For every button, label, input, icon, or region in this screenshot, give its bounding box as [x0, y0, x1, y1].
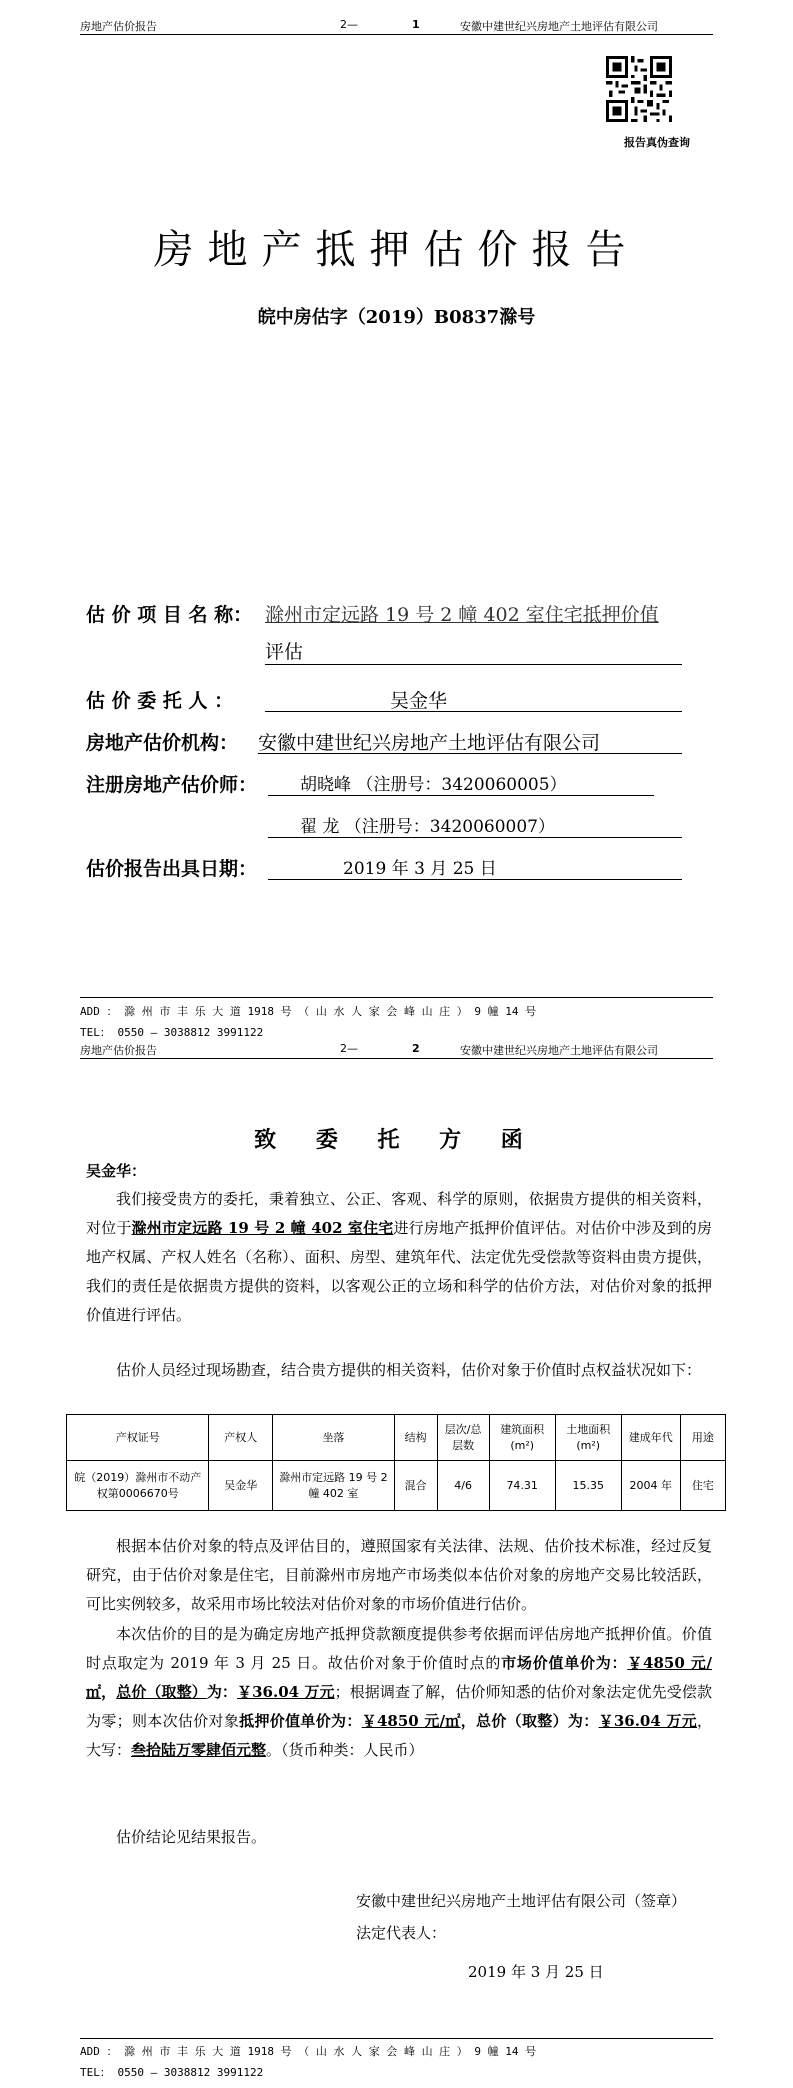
date-label: 估价报告出具日期： [86, 858, 258, 880]
letter-title: 致 委 托 方 函 [254, 1127, 539, 1153]
text: 。（货币种类：人民币） [266, 1741, 424, 1759]
underline [265, 711, 682, 712]
project-name-value: 滁州市定远路 19 号 2 幢 402 室住宅抵押价值 [265, 604, 659, 626]
report-title: 房地产抵押估价报告 [153, 227, 640, 273]
header-left: 房地产估价报告 [80, 1044, 157, 1057]
table-cell: 混合 [394, 1461, 437, 1511]
header-right: 安徽中建世纪兴房地产土地评估有限公司 [460, 1044, 658, 1057]
market-unit-label: 市场价值单价为： [501, 1654, 628, 1672]
appraiser-1: 胡晓峰 （注册号：3420060005） [300, 775, 567, 795]
salutation: 吴金华： [86, 1162, 147, 1180]
market-total-price: ￥36.04 万元 [237, 1683, 335, 1701]
market-unit-price: ￥4850 元/㎡ [86, 1654, 712, 1701]
text: ；根据调查了解，估价师知悉的估价对象法定优先受偿款为零；则本次估价对象 [86, 1683, 712, 1730]
paragraph-5: 估价结论见结果报告。 [116, 1828, 267, 1846]
signature-date: 2019 年 3 月 25 日 [468, 1963, 604, 1981]
footer-rule [80, 997, 713, 998]
header-left: 房地产估价报告 [80, 20, 157, 33]
table-header: 建成年代 [621, 1415, 680, 1461]
footer-rule [80, 2038, 713, 2039]
footer-tel: TEL： 0550 — 3038812 3991122 [80, 2066, 264, 2079]
text: 我们接受贵方的委托，秉着独立、公正、客观、科学的原则，依据贵方提供的相关资料，对位于 [86, 1190, 712, 1237]
underline [268, 879, 682, 880]
table-header: 结构 [394, 1415, 437, 1461]
mortgage-total-label: ，总价（取整）为： [460, 1712, 599, 1730]
table-header: 建筑面积(m²) [489, 1415, 555, 1461]
underline [268, 795, 654, 796]
text: 进行房地产抵押价值评估。对估价中涉及到的房地产权属、产权人姓名（名称）、面积、房型、建筑年代、法定优先受偿款等资料由贵方提供，我们的责任是依据贵方提供的资料，以客观公正的立场和科学的估价方法，对估价对象的抵押价值进行评估。 [86, 1219, 712, 1324]
table-cell: 15.35 [555, 1461, 621, 1511]
amount-in-words: 叁拾陆万零肆佰元整 [131, 1741, 267, 1759]
table-cell: 74.31 [489, 1461, 555, 1511]
mortgage-unit-price: ￥4850 元/㎡ [361, 1712, 461, 1730]
paragraph-3: 根据本估价对象的特点及评估目的，遵照国家有关法律、法规、估价技术标准，经过反复研究，由于估价对象是住宅，目前滁州市房地产市场类似本估价对象的房地产交易比较活跃，可比实例较多，故采用市场比较法对估价对象的市场价值进行估价。 [86, 1537, 712, 1613]
project-name-value-2: 评估 [265, 641, 304, 663]
table-header: 用途 [680, 1415, 725, 1461]
table-cell: 皖（2019）滁州市不动产权第0006670号 [67, 1461, 209, 1511]
property-address: 滁州市定远路 19 号 2 幢 402 室住宅 [131, 1219, 394, 1237]
table-header: 土地面积(m²) [555, 1415, 621, 1461]
qr-code-icon [606, 56, 672, 122]
table-cell: 住宅 [680, 1461, 725, 1511]
paragraph-4 [86, 1620, 712, 1765]
footer-address: ADD ： 滁 州 市 丰 乐 大 道 1918 号 （ 山 水 人 家 会 峰 山 庄 ） 9 幢 14 号 [80, 2045, 537, 2058]
mortgage-total-price: ￥36.04 万元 [598, 1712, 697, 1730]
appraiser-label: 注册房地产估价师： [86, 774, 258, 796]
text: 为： [206, 1683, 238, 1701]
header-rule [80, 34, 713, 35]
agency-label: 房地产估价机构： [86, 732, 239, 754]
header-rule [80, 1058, 713, 1059]
footer-address: ADD ： 滁 州 市 丰 乐 大 道 1918 号 （ 山 水 人 家 会 峰 山 庄 ） 9 幢 14 号 [80, 1005, 537, 1018]
report-number: 皖中房估字（2019）B0837滁号 [257, 307, 536, 328]
project-name-label: 估 价 项 目 名 称： [86, 604, 253, 626]
header-middle: 2— [340, 1042, 358, 1055]
table-header: 产权人 [209, 1415, 273, 1461]
paragraph-2: 估价人员经过现场勘查，结合贵方提供的相关资料，估价对象于价值时点权益状况如下： [116, 1361, 702, 1379]
property-table [66, 1414, 726, 1511]
signature-company: 安徽中建世纪兴房地产土地评估有限公司（签章） [356, 1892, 687, 1910]
table-header-row [67, 1415, 726, 1461]
text: ，大写： [86, 1712, 712, 1759]
paragraph-1 [86, 1185, 712, 1330]
table-header: 产权证号 [67, 1415, 209, 1461]
client-label: 估 价 委 托 人 ： [86, 690, 234, 712]
underline [268, 837, 682, 838]
table-row [67, 1461, 726, 1511]
header-page-number: 1 [412, 18, 420, 31]
table-header: 层次/总层数 [437, 1415, 489, 1461]
header-page-number: 2 [412, 1042, 420, 1055]
header-middle: 2— [340, 18, 358, 31]
client-value: 吴金华 [390, 690, 448, 712]
agency-value: 安徽中建世纪兴房地产土地评估有限公司 [258, 732, 601, 754]
appraiser-2: 翟 龙 （注册号：3420060007） [300, 817, 555, 837]
qr-caption: 报告真伪查询 [624, 136, 690, 149]
footer-tel: TEL： 0550 — 3038812 3991122 [80, 1026, 264, 1039]
underline [265, 664, 682, 665]
total-label: 总价（取整） [116, 1683, 207, 1701]
text: 本次估价的目的是为确定房地产抵押贷款额度提供参考依据而评估房地产抵押价值。价值时点取定为 2019 年 3 月 25 日。故估价对象于价值时点的 [86, 1625, 712, 1672]
table-cell: 2004 年 [621, 1461, 680, 1511]
table-cell: 4/6 [437, 1461, 489, 1511]
underline [258, 753, 682, 754]
table-header: 坐落 [273, 1415, 395, 1461]
text: ， [101, 1683, 117, 1701]
legal-representative: 法定代表人： [356, 1924, 447, 1942]
table-cell: 吴金华 [209, 1461, 273, 1511]
header-right: 安徽中建世纪兴房地产土地评估有限公司 [460, 20, 658, 33]
mortgage-unit-label: 抵押价值单价为： [239, 1712, 362, 1730]
date-value: 2019 年 3 月 25 日 [343, 859, 497, 879]
table-cell: 滁州市定远路 19 号 2 幢 402 室 [273, 1461, 395, 1511]
